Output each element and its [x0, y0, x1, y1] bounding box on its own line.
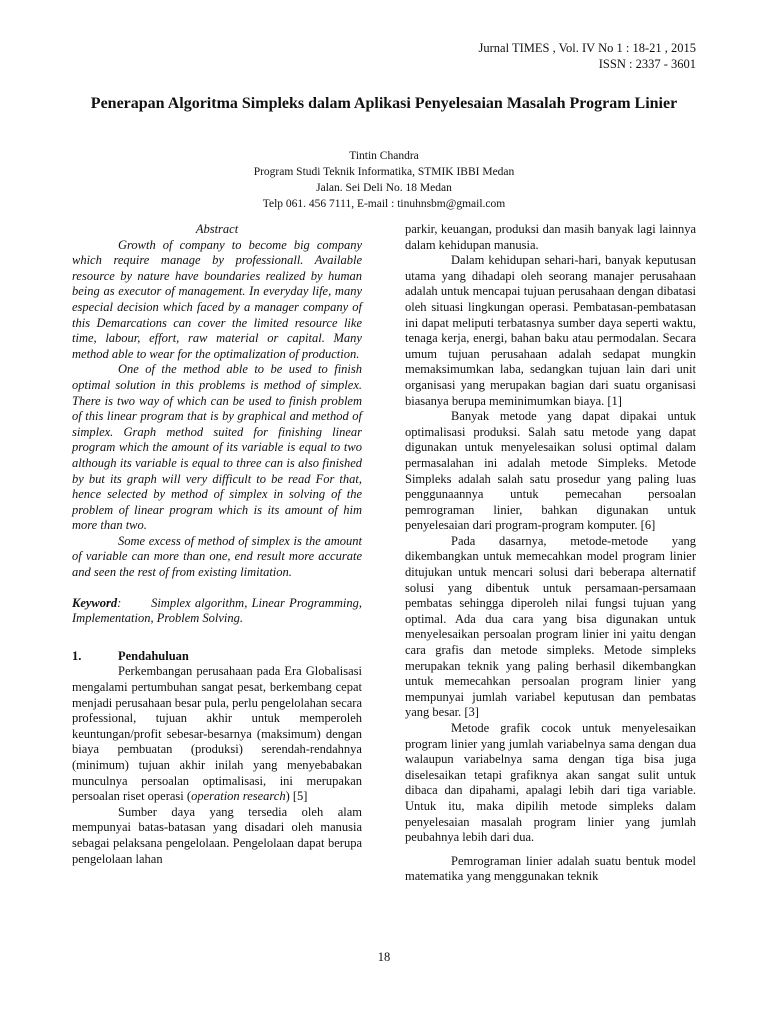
left-column	[72, 222, 362, 867]
body-paragraph: Pada dasarnya, metode-metode yang dikembangkan untuk memecahkan model program linier ditujukan untuk mencari solusi dari beberapa alternatif solusi yang dibentuk untuk persamaan-persamaan pembatas sehingga diperoleh nilai fungsi tujuan yang optimal. Ada dua cara yang bisa digunakan untuk menyelesaikan persoalan program linier ini yaitu dengan cara grafis dan metode simpleks. Metode simpleks merupakan teknik yang paling berhasil dikembangkan untuk memecahkan persoalan program linier yang mempunyai jumlah variabel keputusan dan pembatas yang besar. [3]	[405, 533, 696, 720]
paper-title: Penerapan Algoritma Simpleks dalam Aplikasi Penyelesaian Masalah Program Linier	[90, 95, 678, 112]
section-heading	[72, 649, 362, 665]
abstract-paragraph: One of the method able to be used to finish optimal solution in this problems is method of simplex. There is two way of which can be used to finish problem of this linear program that is by graphical and method of simplex. Graph method suited for finishing linear program which the amount of its variable is equal to two although its variable is equal to three can is also finished by but its graph will very difficult to be read For that, hence selected by method of simplex in solving of the problem of linear program which is its amount of him more than two.	[72, 362, 362, 533]
keyword-text: Simplex algorithm, Linear Programming, Implementation, Problem Solving.	[72, 595, 362, 626]
journal-issn: ISSN : 2337 - 3601	[598, 57, 696, 71]
page-number: 18	[377, 950, 391, 964]
right-column	[405, 222, 696, 885]
body-paragraph: Banyak metode yang dapat dipakai untuk optimalisasi produksi. Salah satu metode yang dapat digunakan untuk menyelesaikan solusi optimal dalam permasalahan ini adalah metode Simpleks. Metode Simpleks adalah salah satu prosedur yang paling luas penggunaannya untuk pemecahan persoalan pemrograman linier, bahkan digunakan untuk penyelesaian dari program-program komputer. [6]	[405, 409, 696, 533]
keywords: Keyword: Simplex algorithm, Linear Programming, Implementation, Problem Solving.	[72, 595, 362, 626]
author-address: Jalan. Sei Deli No. 18 Medan	[316, 182, 452, 194]
body-paragraph: Metode grafik cocok untuk menyelesaikan program linier yang jumlah variabelnya sama dengan dua walaupun variabelnya sama dengan tiga bisa juga diselesaikan tetapi grafiknya akan sangat sulit untuk dibaca dan dipahami, apalagi lebih dari tiga variable. Untuk itu, maka dipilih metode simpleks dalam penyelesaian masalah program linier yang jumlah peubahnya lebih dari dua.	[405, 721, 696, 845]
section-title: Pendahuluan	[118, 648, 189, 663]
body-paragraph: Sumber daya yang tersedia oleh alam mempunyai batas-batasan yang disadari oleh manusia sebagai pelaksana pengelolaan. Pengelolaan dapat berupa pengelolaan lahan	[72, 804, 362, 866]
author-name: Tintin Chandra	[349, 150, 419, 162]
body-paragraph: Dalam kehidupan sehari-hari, banyak keputusan utama yang dihadapi oleh seorang manajer perusahaan adalah untuk mencapai tujuan perusahaan dengan dibatasi oleh situasi lingkungan operasi. Pembatasan-pembatasan ini dapat meliputi terbatasnya sumber daya seperti waktu, tenaga kerja, energi, bahan baku atau permodalan. Secara umum tujuan perusahaan adalah sedapat mungkin memaksimumkan laba, sedangkan tujuan lain dari unit organisasi yang merupakan bagian dari suatu organisasi biasanya berupa meminimumkan biaya. [1]	[405, 253, 696, 408]
section-number: 1.	[72, 648, 82, 663]
abstract-heading: Abstract	[195, 222, 239, 236]
author-contact: Telp 061. 456 7111, E-mail : tinuhnsbm@gmail.com	[262, 198, 506, 210]
author-affiliation: Program Studi Teknik Informatika, STMIK IBBI Medan	[253, 166, 515, 178]
keyword-label: Keyword	[72, 595, 118, 610]
body-paragraph: Pemrograman linier adalah suatu bentuk model matematika yang menggunakan teknik	[405, 853, 696, 884]
journal-header	[479, 40, 697, 72]
abstract-paragraph: Some excess of method of simplex is the amount of variable can more than one, end result more accurate and seen the rest of from existing limitation.	[72, 533, 362, 580]
journal-citation: Jurnal TIMES , Vol. IV No 1 : 18-21 , 2015	[478, 41, 696, 55]
author-block	[60, 148, 708, 212]
body-paragraph: parkir, keuangan, produksi dan masih banyak lagi lainnya dalam kehidupan manusia.	[405, 222, 696, 252]
body-paragraph: Perkembangan perusahaan pada Era Globalisasi mengalami pertumbuhan sangat pesat, berkembang cepat menjadi perusahaan besar pula, perlu pengelolahan secara professional, tujuan akhir untuk memperoleh keuntungan/profit sebesar-besarnya (maksimum) dengan biaya pembuatan (produksi) serendah-rendahnya (minimum) tujuan akhir inilah yang menyebabakan munculnya persoalan optimalisasi, ini merupakan persoalan riset operasi (operation research) [5]	[72, 664, 362, 804]
abstract-paragraph: Growth of company to become big company which require manage by professionall. Available resource by nature have boundaries realized by human being as executor of management. In everyday life, many especial decision which faced by a manager company of this Demarcations can cover the limited resource like time, labour, effort, raw material or capital. Many method able to wear for the optimalization of production.	[72, 237, 362, 361]
